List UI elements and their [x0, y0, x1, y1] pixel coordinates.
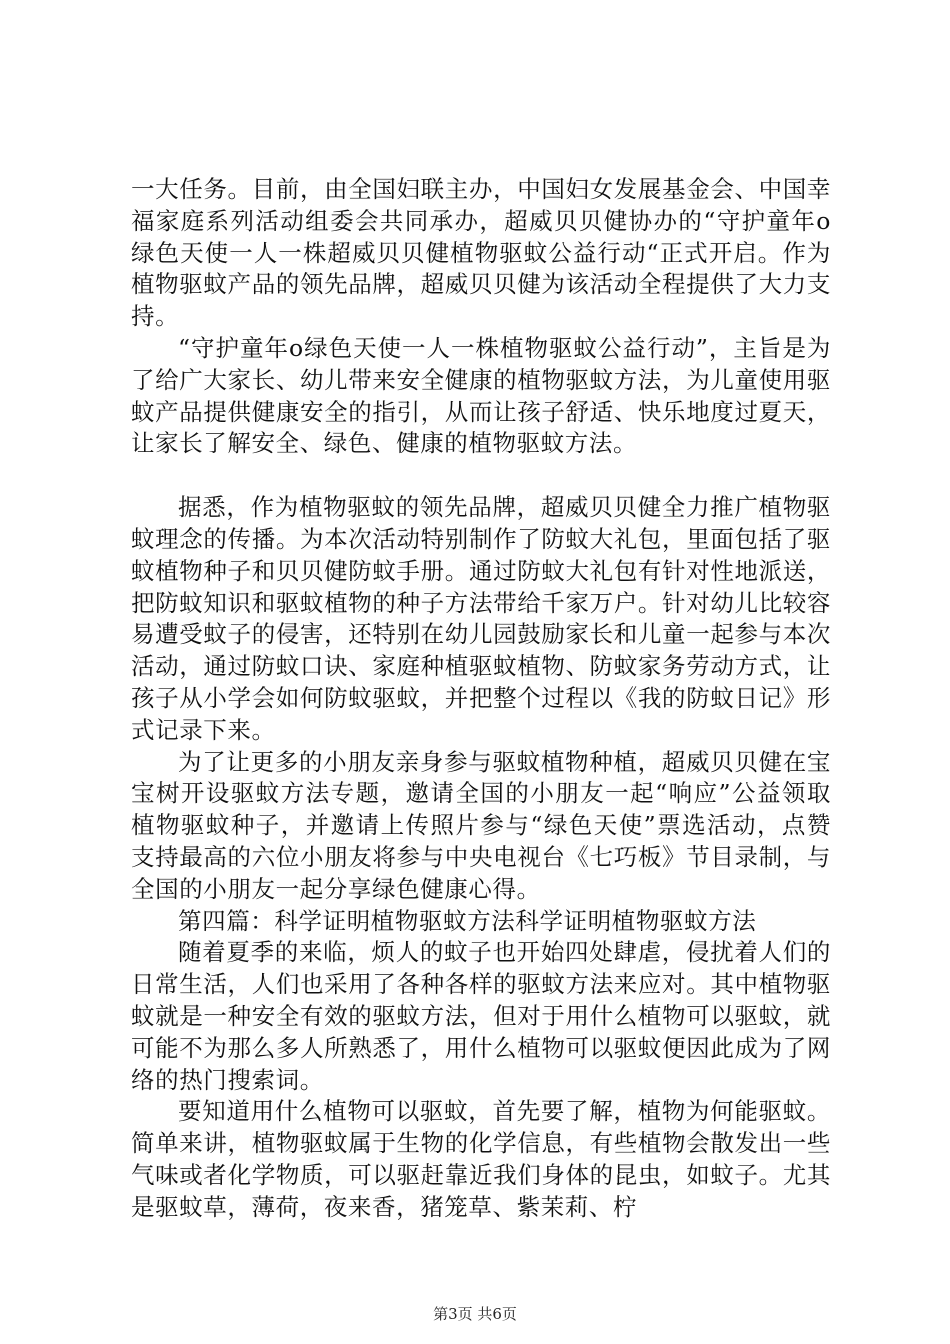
paragraph-5: 随着夏季的来临，烦人的蚊子也开始四处肆虐，侵扰着人们的日常生活，人们也采用了各种各样的驱蚊方法来应对。其中植物驱蚊就是一种安全有效的驱蚊方法，但对于用什么植物可以驱蚊，就可能不为那么多人所熟悉了，用什么植物可以驱蚊便因此成为了网络的热门搜索词。: [131, 938, 831, 1094]
paragraph-4: 为了让更多的小朋友亲身参与驱蚊植物种植，超威贝贝健在宝宝树开设驱蚊方法专题，邀请全国的小朋友一起“响应”公益领取植物驱蚊种子，并邀请上传照片参与“绿色天使”票选活动，点赞支持最高的六位小朋友将参与中央电视台《七巧板》节目录制，与全国的小朋友一起分享绿色健康心得。: [131, 747, 831, 903]
paragraph-3: 据悉，作为植物驱蚊的领先品牌，超威贝贝健全力推广植物驱蚊理念的传播。为本次活动特别制作了防蚊大礼包，里面包括了驱蚊植物种子和贝贝健防蚊手册。通过防蚊大礼包有针对性地派送，把防蚊知识和驱蚊植物的种子方法带给千家万户。针对幼儿比较容易遭受蚊子的侵害，还特别在幼儿园鼓励家长和儿童一起参与本次活动，通过防蚊口诀、家庭种植驱蚊植物、防蚊家务劳动方式，让孩子从小学会如何防蚊驱蚊，并把整个过程以《我的防蚊日记》形式记录下来。: [131, 493, 831, 744]
document-body: [131, 174, 831, 1224]
page-number-footer: 第3页 共6页: [433, 1305, 517, 1323]
paragraph-6: 要知道用什么植物可以驱蚊，首先要了解，植物为何能驱蚊。简单来讲，植物驱蚊属于生物的化学信息，有些植物会散发出一些气味或者化学物质，可以驱赶靠近我们身体的昆虫，如蚊子。尤其是驱蚊草，薄荷，夜来香，猪笼草、紫茉莉、柠: [131, 1097, 831, 1221]
paragraph-2: “守护童年o绿色天使一人一株植物驱蚊公益行动”，主旨是为了给广大家长、幼儿带来安全健康的植物驱蚊方法，为儿童使用驱蚊产品提供健康安全的指引，从而让孩子舒适、快乐地度过夏天，让家长了解安全、绿色、健康的植物驱蚊方法。: [131, 333, 831, 458]
paragraph-1: 一大任务。目前，由全国妇联主办，中国妇女发展基金会、中国幸福家庭系列活动组委会共同承办，超威贝贝健协办的“守护童年o绿色天使一人一株超威贝贝健植物驱蚊公益行动“正式开启。作为植物驱蚊产品的领先品牌，超威贝贝健为该活动全程提供了大力支持。: [131, 175, 831, 331]
section-heading: 第四篇：科学证明植物驱蚊方法科学证明植物驱蚊方法: [178, 906, 757, 935]
paragraph-spacer: [131, 460, 831, 492]
